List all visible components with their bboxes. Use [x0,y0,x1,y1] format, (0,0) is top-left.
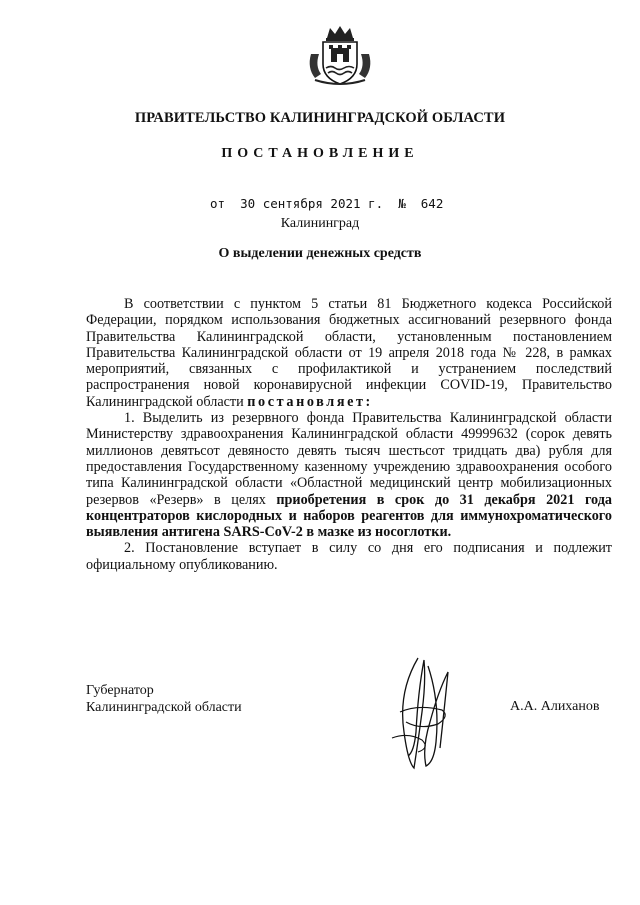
document-subject: О выделении денежных средств [218,246,422,261]
preamble-paragraph [86,296,612,410]
signatory-position [86,682,242,716]
item-2-paragraph: 2. Постановление вступает в силу со дня его подписания и подлежит официальному опубликованию. [86,540,612,573]
preamble-text: В соответствии с пунктом 5 статьи 81 Бюджетного кодекса Российской Федерации, порядком использования бюджетных ассигнований резервного фонда Правительства Калининградской области, установленным постановлением Правительства Калининградской области от 19 апреля 2018 года № 228, в рамках мероприятий, связанных с профилактикой и устранением последствий распространения новой коронавирусной инфекции COVID-19, Правительство Калининградской области [86,296,612,410]
position-line-2: Калининградской области [86,700,242,715]
number-sign: № [398,196,406,211]
date-line [210,196,443,211]
document-body [86,296,612,573]
handwritten-signature-icon [378,652,462,772]
resolves-word: постановляет: [247,393,373,410]
item-1-text: 1. Выделить из резервного фонда Правительства Калининградской области Министерству здравоохранения Калининградской области 49999632 (сорок девять миллионов девятьсот девяносто девять тысяч шестьсот тридцать два) рубля для предоставления Государственному казенному учреждению здравоохранения особого типа Калининградской области «Областной медицинский центр мобилизационных резервов «Резерв» в целях [86,410,612,508]
position-line-1: Губернатор [86,683,154,698]
item-1-bold-text: приобретения в срок до 31 декабря 2021 года концентраторов кислородных и наборов реагентов для иммунохроматического выявления антигена SARS-CoV-2 в мазке из носоглотки. [86,491,613,541]
date-prefix: от [210,196,226,211]
document-city: Калининград [280,216,360,231]
government-title: ПРАВИТЕЛЬСТВО КАЛИНИНГРАДСКОЙ ОБЛАСТИ [134,110,506,126]
document-type: ПОСТАНОВЛЕНИЕ [221,146,419,161]
coat-of-arms-emblem-icon [305,24,375,86]
signatory-name: А.А. Алиханов [510,699,600,714]
document-number: 642 [420,196,444,211]
item-1-paragraph [86,410,612,540]
document-date: 30 сентября 2021 г. [240,196,384,211]
